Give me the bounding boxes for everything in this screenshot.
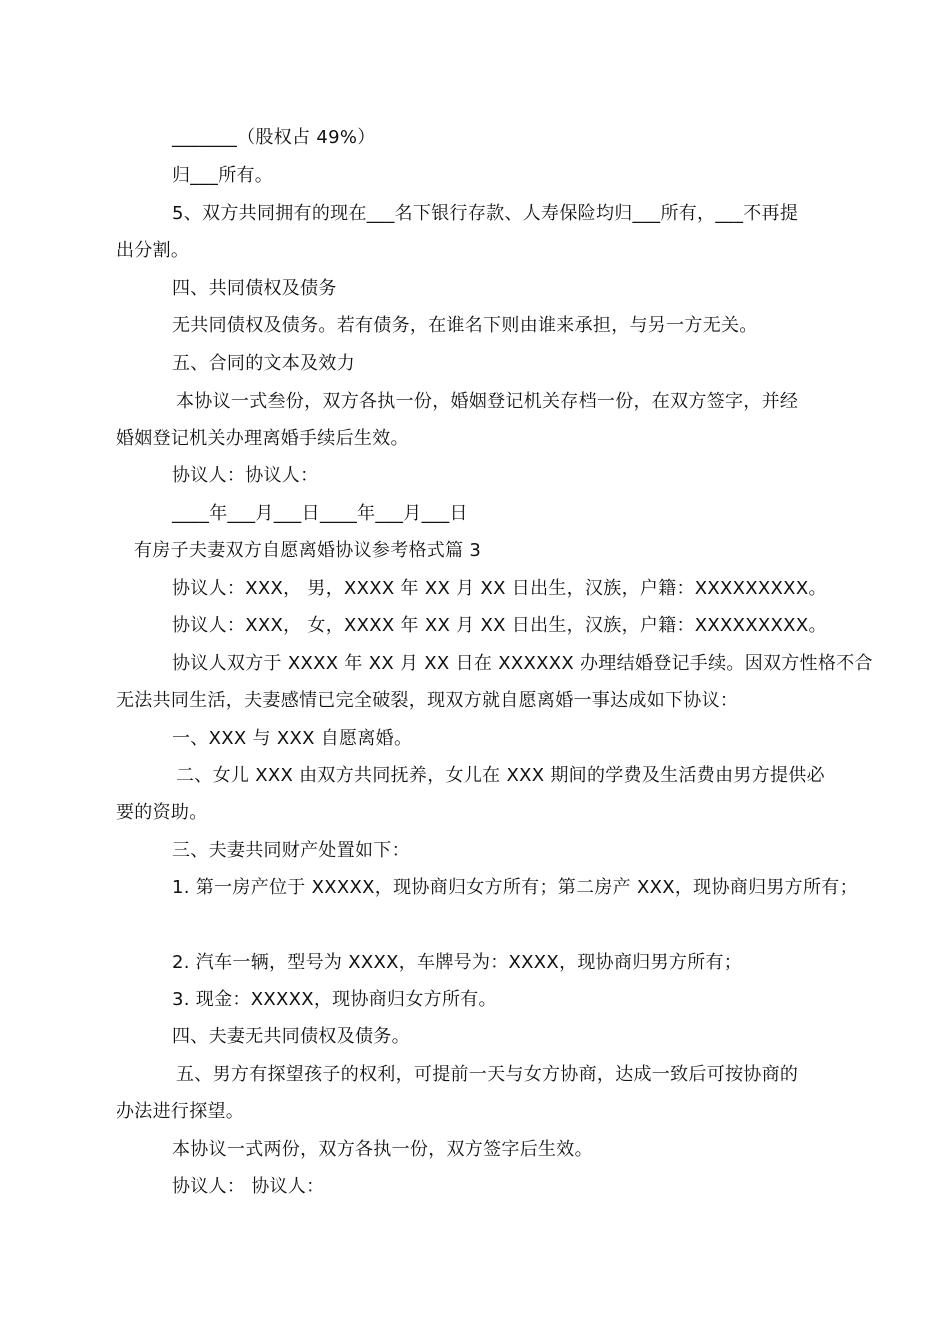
section-heading: 三、夫妻共同财产处置如下：	[172, 840, 410, 861]
text-line: 办法进行探望。	[116, 1101, 245, 1122]
text-line: 协议人：XXX， 男，XXXX 年 XX 月 XX 日出生，汉族，户籍：XXXXXXXXX。	[172, 578, 827, 599]
text-line: 四、夫妻无共同债权及债务。	[172, 1026, 410, 1047]
text-line: 本协议一式两份，双方各执一份，双方签字后生效。	[172, 1139, 593, 1160]
text-line: 本协议一式叁份，双方各执一份，婚姻登记机关存档一份，在双方签字，并经	[176, 391, 799, 412]
article-title: 有房子夫妻双方自愿离婚协议参考格式篇 3	[134, 540, 482, 561]
text-line: 协议人：XXX， 女，XXXX 年 XX 月 XX 日出生，汉族，户籍：XXXXXXXXX。	[172, 615, 827, 636]
text-line: 5、双方共同拥有的现在___名下银行存款、人寿保险均归___所有，___不再提	[172, 203, 799, 224]
text-line: 无共同债权及债务。若有债务，在谁名下则由谁来承担，与另一方无关。	[172, 315, 758, 336]
text-line: 五、男方有探望孩子的权利，可提前一天与女方协商，达成一致后可按协商的	[176, 1064, 799, 1085]
text-line: 归___所有。	[172, 165, 274, 186]
text-line: 要的资助。	[116, 802, 208, 823]
section-heading: 四、共同债权及债务	[172, 278, 337, 299]
text-line: _______（股权占 49%）	[172, 127, 376, 148]
section-heading: 五、合同的文本及效力	[172, 353, 355, 374]
list-item: 3. 现金：XXXXX，现协商归女方所有。	[172, 989, 497, 1010]
date-line: ____年___月___日____年___月___日	[172, 503, 468, 524]
text-line: 无法共同生活，夫妻感情已完全破裂，现双方就自愿离婚一事达成如下协议：	[116, 690, 739, 711]
text-line: 一、XXX 与 XXX 自愿离婚。	[172, 728, 413, 749]
text-line: 协议人双方于 XXXX 年 XX 月 XX 日在 XXXXXX 办理结婚登记手续。因双方性格不合	[172, 653, 873, 674]
list-item: 2. 汽车一辆，型号为 XXXX，车牌号为：XXXX，现协商归男方所有；	[172, 952, 743, 973]
text-line: 二、女儿 XXX 由双方共同抚养，女儿在 XXX 期间的学费及生活费由男方提供必	[176, 765, 825, 786]
text-line: 婚姻登记机关办理离婚手续后生效。	[116, 428, 409, 449]
list-item: 1. 第一房产位于 XXXXX，现协商归女方所有；第二房产 XXX，现协商归男方所有；	[172, 877, 858, 898]
signature-line: 协议人： 协议人：	[172, 1176, 325, 1197]
signature-line: 协议人：协议人：	[172, 465, 319, 486]
text-line: 出分割。	[116, 240, 190, 261]
